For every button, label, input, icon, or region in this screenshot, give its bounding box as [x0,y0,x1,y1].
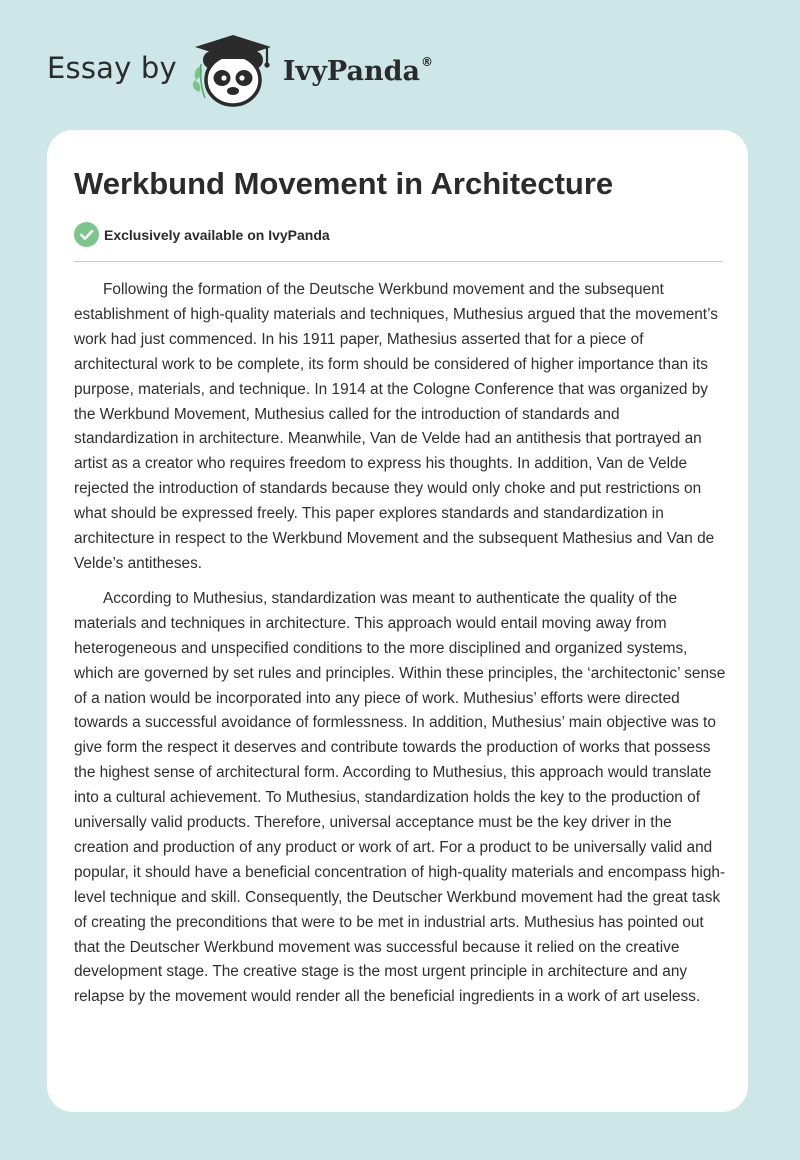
exclusive-badge-text: Exclusively available on IvyPanda [104,226,330,243]
brand-header [47,30,433,110]
exclusive-badge [74,222,330,247]
paragraph: Following the formation of the Deutsche Werkbund movement and the subsequent establishment of high-quality materials and techniques, Muthesius argued that the movement’s work had just commenced. In his 1911 paper, Mathesius asserted that for a piece of architectural work to be complete, its form should be considered of higher importance than its purpose, materials, and technique. In 1914 at the Cologne Conference that was organized by the Werkbund Movement, Muthesius called for the introduction of standards and standardization in architecture. Meanwhile, Van de Velde had an antithesis that portrayed an artist as a creator who requires freedom to express his thoughts. In addition, Van de Velde rejected the introduction of standards because they would only choke and put restrictions on what should be expressed freely. This paper explores standards and standardization in architecture in respect to the Werkbund Movement and the subsequent Mathesius and Van de Velde’s antitheses. [74,281,718,572]
brand-name: IvyPanda [282,55,420,87]
registered-mark: ® [420,55,433,69]
check-circle-icon [74,222,99,247]
brand-prefix: Essay by [47,51,177,85]
panda-graduate-icon [187,30,279,110]
paragraph: According to Muthesius, standardization was meant to authenticate the quality of the materials and techniques in architecture. This approach would entail moving away from heterogeneous and unspecified conditions to the more disciplined and organized systems, which are governed by set rules and principles. Within these principles, the ‘architectonic’ sense of a nation would be incorporated into any piece of work. Muthesius’ efforts were directed towards a successful avoidance of formlessness. In addition, Muthesius’ main objective was to give form the respect it deserves and contribute towards the production of works that possess the highest sense of architectural form. According to Muthesius, this approach would translate into a cultural achievement. To Muthesius, standardization holds the key to the production of universally valid products. Therefore, universal acceptance must be the key driver in the creation and production of any product or work of art. For a product to be universally valid and popular, it should have a beneficial concentration of high-quality materials and encompass high-level technique and skill. Consequently, the Deutscher Werkbund movement had the great task of creating the preconditions that were to be met in industrial arts. Muthesius has pointed out that the Deutscher Werkbund movement was successful because it relied on the creative development stage. The creative stage is the most urgent principle in architecture and any relapse by the movement would render all the beneficial ingredients in a work of art useless. [74,589,726,1006]
essay-card [47,130,748,1112]
essay-body [74,278,726,1020]
divider [74,261,723,262]
essay-title: Werkbund Movement in Architecture [74,166,614,201]
